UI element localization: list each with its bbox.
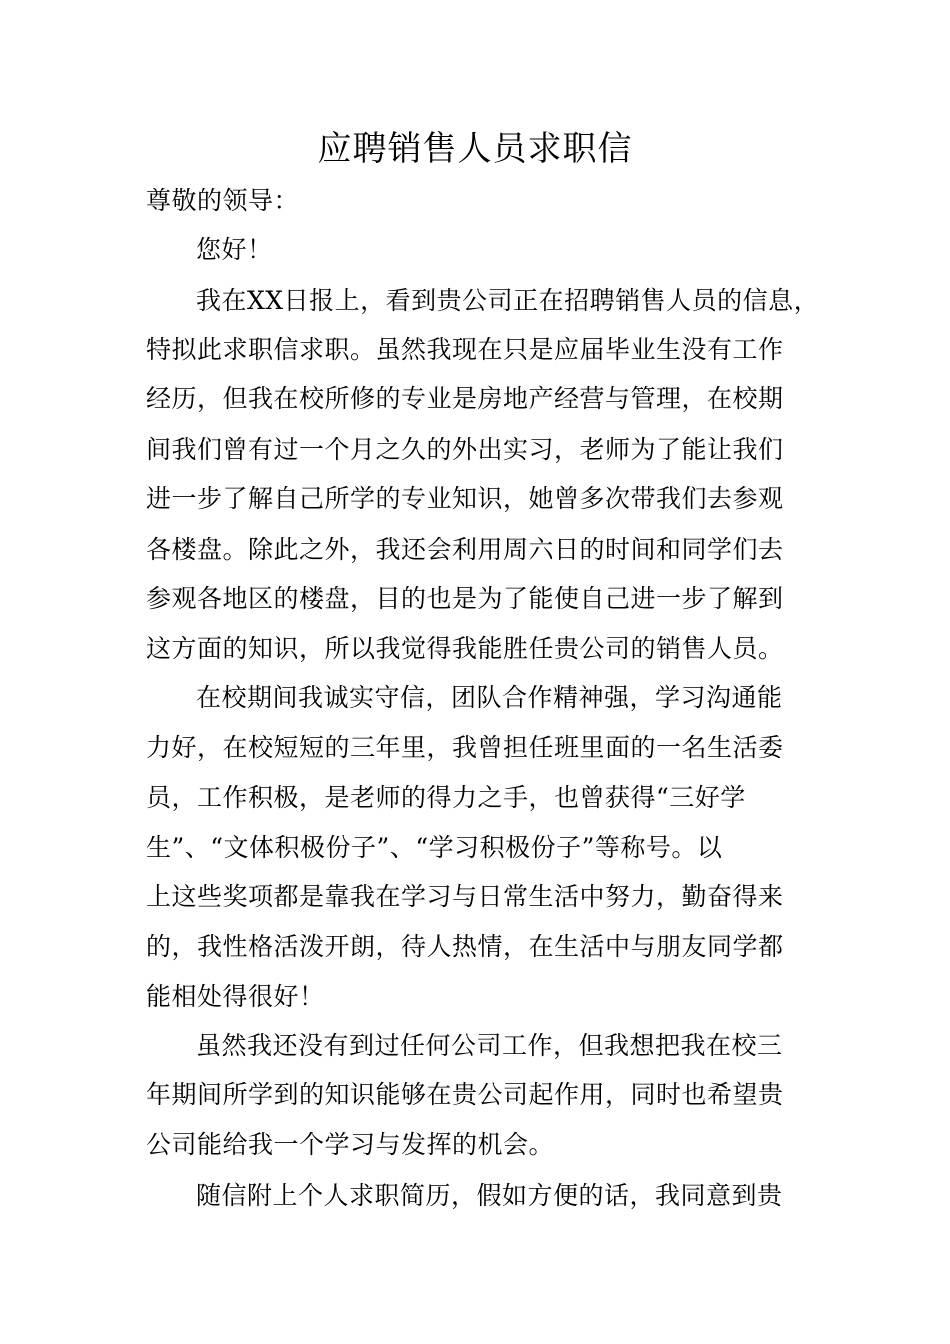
paragraph-1-line-4: 间我们曾有过一个月之久的外出实习，老师为了能让我们 <box>146 435 784 464</box>
greeting: 您好！ <box>196 235 273 264</box>
paragraph-1-line-6: 各楼盘。除此之外，我还会利用周六日的时间和同学们去 <box>146 535 784 564</box>
paragraph-2-line-6: 的，我性格活泼开朗，待人热情，在生活中与朋友同学都 <box>146 932 784 961</box>
paragraph-1-line-3: 经历，但我在校所修的专业是房地产经营与管理，在校期 <box>146 384 784 413</box>
document-title: 应聘销售人员求职信 <box>317 129 633 169</box>
paragraph-2-line-2: 力好，在校短短的三年里，我曾担任班里面的一名生活委 <box>146 733 784 762</box>
paragraph-4-line-1: 随信附上个人求职简历，假如方便的话，我同意到贵 <box>196 1181 783 1210</box>
paragraph-3-line-3: 公司能给我一个学习与发挥的机会。 <box>146 1130 555 1159</box>
paragraph-3-line-2: 年期间所学到的知识能够在贵公司起作用，同时也希望贵 <box>146 1080 784 1109</box>
paragraph-1-line-8: 这方面的知识，所以我觉得我能胜任贵公司的销售人员。 <box>146 634 784 663</box>
paragraph-3-line-1: 虽然我还没有到过任何公司工作，但我想把我在校三 <box>196 1031 783 1060</box>
paragraph-2-line-1: 在校期间我诚实守信，团队合作精神强，学习沟通能 <box>196 683 783 712</box>
paragraph-2-line-5: 上这些奖项都是靠我在学习与日常生活中努力，勤奋得来 <box>146 882 784 911</box>
paragraph-2-line-4: 生”、“文体积极份子”、“学习积极份子”等称号。以 <box>146 833 723 862</box>
salutation: 尊敬的领导： <box>146 186 300 215</box>
paragraph-2-line-3: 员，工作积极，是老师的得力之手，也曾获得“三好学 <box>146 783 746 812</box>
paragraph-1-line-1: 我在XX日报上，看到贵公司正在招聘销售人员的信息， <box>196 286 820 315</box>
paragraph-1-line-7: 参观各地区的楼盘，目的也是为了能使自己进一步了解到 <box>146 584 784 613</box>
paragraph-2-line-7: 能相处得很好！ <box>146 982 325 1011</box>
paragraph-1-line-5: 进一步了解自己所学的专业知识，她曾多次带我们去参观 <box>146 484 784 513</box>
paragraph-1-line-2: 特拟此求职信求职。虽然我现在只是应届毕业生没有工作 <box>146 335 784 364</box>
